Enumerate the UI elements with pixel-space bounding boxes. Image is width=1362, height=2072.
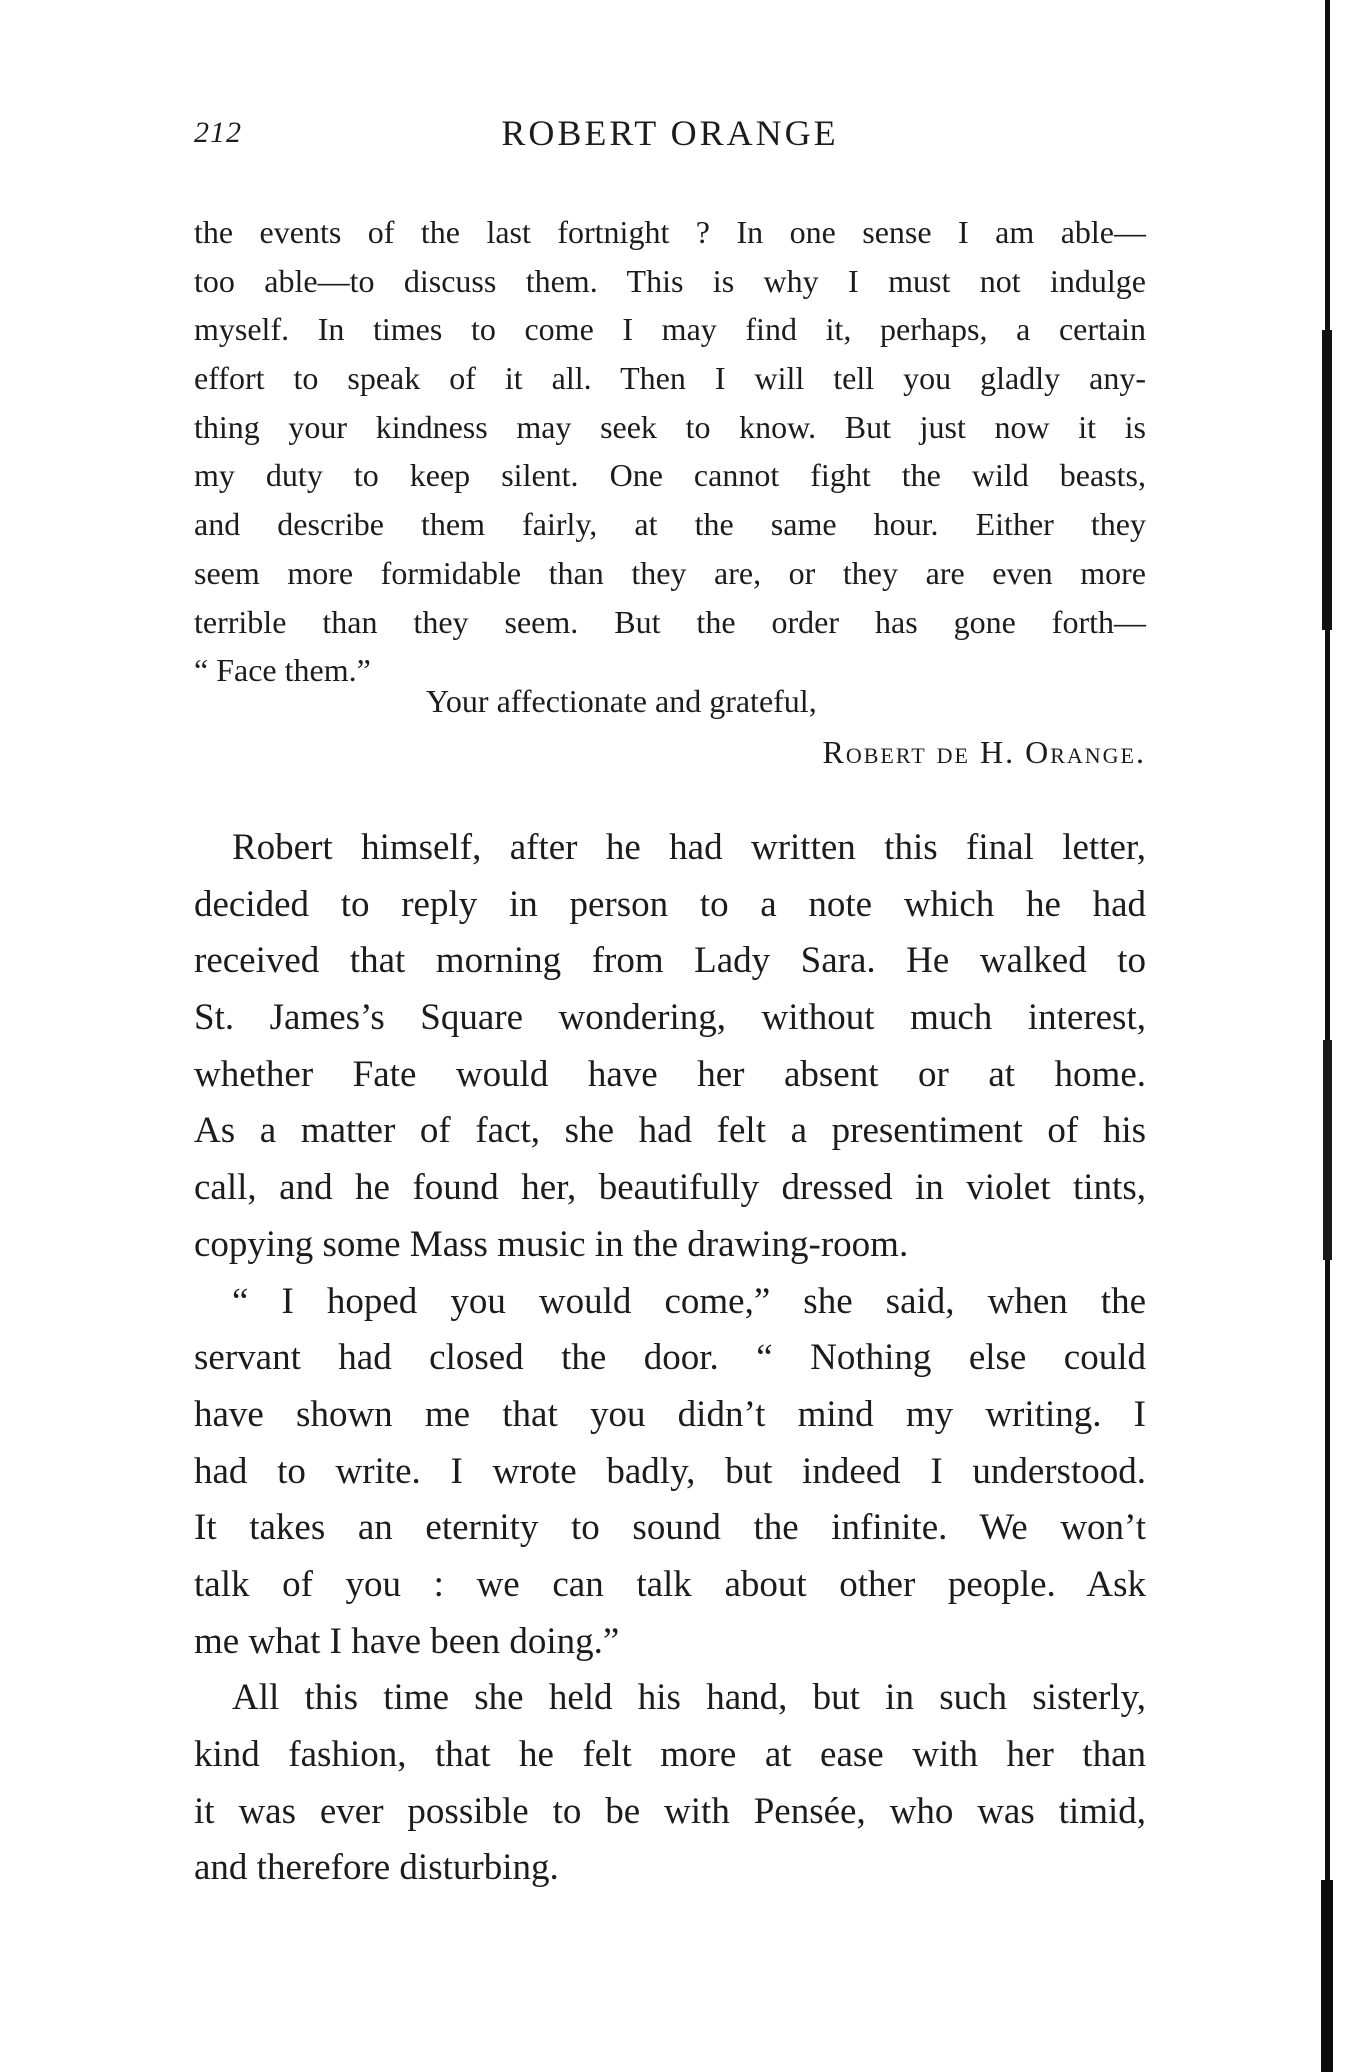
paragraph-line: me what I have been doing.” <box>194 1620 620 1662</box>
paragraph-line: Robert himself, after he had written this final letter, <box>232 827 1146 868</box>
letter-line: terrible than they seem. But the order has gone forth— <box>194 603 1146 640</box>
paragraph-line: whether Fate would have her absent or at home. <box>194 1053 1146 1095</box>
letter-line: too able—to discuss them. This is why I must not indulge <box>194 262 1146 299</box>
running-title: ROBERT ORANGE <box>501 113 839 153</box>
letter-text <box>194 208 1146 695</box>
page-number: 212 <box>194 116 242 149</box>
letter-line: thing your kindness may seek to know. But just now it is <box>194 408 1146 445</box>
paragraph-line: kind fashion, that he felt more at ease with her than <box>194 1734 1146 1775</box>
paragraph-line: and therefore disturbing. <box>194 1847 559 1889</box>
paragraph-line: it was ever possible to be with Pensée, who was timid, <box>194 1790 1146 1832</box>
paragraph-line: “ I hoped you would come,” she said, when the <box>232 1280 1146 1322</box>
paragraph <box>194 820 1146 1274</box>
paragraph-line: St. James’s Square wondering, without much interest, <box>194 997 1146 1039</box>
paragraph-line: call, and he found her, beautifully dressed in violet tints, <box>194 1167 1146 1209</box>
paragraph-line: copying some Mass music in the drawing-room. <box>194 1223 909 1265</box>
letter-closing: Your affectionate and grateful, <box>426 683 817 719</box>
letter-signature: Robert de H. Orange. <box>822 734 1146 770</box>
letter-line: effort to speak of it all. Then I will tell you gladly any- <box>194 360 1146 397</box>
paragraph <box>194 1274 1146 1671</box>
paragraph-line: As a matter of fact, she had felt a presentiment of his <box>194 1110 1146 1152</box>
paragraph-line: talk of you : we can talk about other people. Ask <box>194 1563 1146 1605</box>
letter-line: and describe them fairly, at the same hour. Either they <box>194 506 1146 543</box>
paragraph-line: have shown me that you didn’t mind my writing. I <box>194 1393 1146 1435</box>
paragraph-line: received that morning from Lady Sara. He walked to <box>194 940 1146 982</box>
paragraph-line: It takes an eternity to sound the infinite. We won’t <box>194 1507 1146 1549</box>
paragraph <box>194 1670 1146 1897</box>
letter-line: myself. In times to come I may find it, perhaps, a certain <box>194 311 1146 348</box>
body-text <box>194 820 1146 1897</box>
letter-line: the events of the last fortnight ? In one sense I am able— <box>194 214 1146 250</box>
paragraph-line: decided to reply in person to a note which he had <box>194 883 1146 925</box>
page-binding-edge <box>1318 0 1338 2072</box>
letter-line: my duty to keep silent. One cannot fight the wild beasts, <box>194 457 1146 494</box>
page-header <box>194 112 1146 162</box>
paragraph-line: servant had closed the door. “ Nothing else could <box>194 1337 1146 1379</box>
letter-line: “ Face them.” <box>194 652 371 689</box>
paragraph-line: All this time she held his hand, but in such sisterly, <box>232 1677 1146 1719</box>
paragraph-line: had to write. I wrote badly, but indeed I understood. <box>194 1450 1146 1492</box>
letter-line: seem more formidable than they are, or they are even more <box>194 554 1146 591</box>
